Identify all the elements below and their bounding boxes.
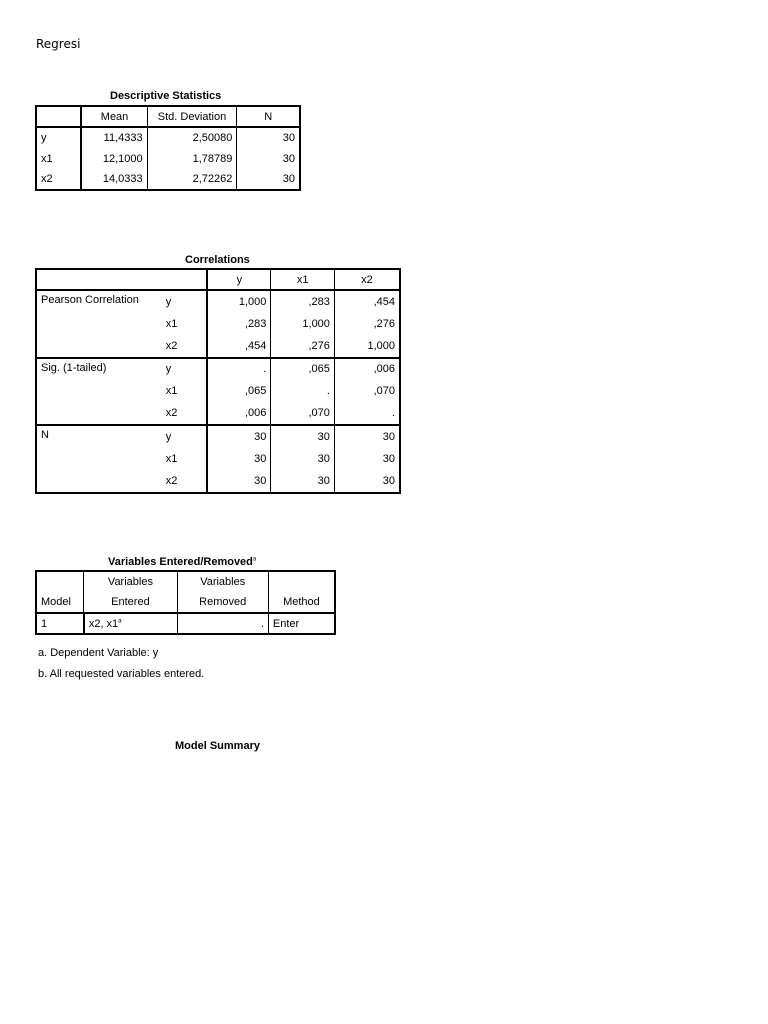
table-cell: ,006 [334,358,400,381]
table-cell: 30 [207,448,271,471]
correlations-caption: Correlations [185,254,250,266]
row-label: x2 [162,470,208,493]
header-cell: Variables [177,571,268,592]
header-cell: y [207,269,271,290]
document-title: Regresi [36,37,81,51]
header-cell: N [237,106,300,127]
row-label: x2 [162,335,208,358]
row-label: x2 [162,403,208,426]
row-label: 1 [36,613,84,634]
row-label: x1 [162,380,208,403]
header-cell: x2 [334,269,400,290]
table-cell: ,283 [207,313,271,336]
table-cell: ,276 [271,335,335,358]
group-label: Pearson Correlation [41,294,139,306]
table-header-row [36,571,335,592]
table-row [36,148,300,169]
model-summary-caption: Model Summary [175,740,260,752]
table-cell: Enter [272,617,300,630]
table-cell: 12,1000 [81,148,147,169]
header-cell: x1 [271,269,335,290]
table-cell: 30 [207,470,271,493]
table-cell: 11,4333 [81,127,147,148]
descriptive-statistics-table [35,105,301,191]
table-cell: 30 [334,425,400,448]
header-cell: Method [268,592,335,613]
table-cell: . [177,613,268,634]
row-label: x1 [36,148,81,169]
row-label: x2 [36,169,81,190]
footnote-marker: a [118,617,122,624]
table-cell: ,006 [207,403,271,426]
table-cell: . [391,407,395,420]
row-label: x1 [162,448,208,471]
table-cell: ,065 [207,380,271,403]
header-cell [268,571,335,592]
table-cell: 30 [282,152,295,165]
variables-entered-removed-caption [108,556,256,568]
table-cell: 2,50080 [147,127,237,148]
table-cell [84,613,177,634]
group-label: Sig. (1-tailed) [36,358,162,426]
table-cell: 1,000 [207,290,271,313]
table-cell: 1,78789 [147,148,237,169]
table-row [36,290,400,313]
header-cell: Mean [81,106,147,127]
header-cell [36,106,81,127]
table-cell: 30 [282,173,295,185]
table-cell: ,276 [373,317,395,330]
table-row [36,358,400,381]
table-cell: 1,000 [271,313,335,336]
header-cell [36,269,207,290]
correlations-table [35,268,401,494]
table-header-row [36,269,400,290]
row-label: x1 [162,313,208,336]
table-cell: ,065 [271,358,335,381]
table-row [36,127,300,148]
header-cell: Variables [84,571,177,592]
table-row [36,169,300,190]
caption-text: Variables Entered/Removed [108,556,253,568]
header-cell: Removed [177,592,268,613]
row-label: y [36,127,81,148]
entered-value: x2, x1 [88,617,119,630]
header-cell [36,571,84,592]
variables-entered-removed-table [35,570,336,635]
table-cell: 2,72262 [147,169,237,190]
table-cell: 30 [382,474,395,487]
table-cell: . [207,358,271,381]
table-header-row [36,592,335,613]
table-cell: ,070 [271,403,335,426]
table-cell: 30 [282,132,295,144]
table-cell: ,283 [271,290,335,313]
table-cell: ,454 [207,335,271,358]
table-cell: ,454 [373,295,395,308]
row-label: y [162,358,208,381]
header-cell: Std. Deviation [147,106,237,127]
table-cell: ,070 [373,385,395,398]
group-label: N [36,425,162,493]
table-header-row [36,106,300,127]
footnote-a: a. Dependent Variable: y [38,647,159,659]
descriptive-statistics-caption: Descriptive Statistics [110,90,222,102]
row-label: y [162,290,208,313]
table-row [36,613,335,634]
table-cell: 30 [207,425,271,448]
table-cell: 30 [382,452,395,465]
header-cell: Entered [84,592,177,613]
header-cell: Model [36,592,84,613]
table-row [36,425,400,448]
table-cell: 30 [271,425,335,448]
table-cell: . [271,380,335,403]
row-label: y [162,425,208,448]
table-cell: 30 [271,448,335,471]
footnote-marker: a [252,556,257,563]
table-cell: 14,0333 [81,169,147,190]
footnote-b: b. All requested variables entered. [38,668,205,680]
table-cell: 1,000 [367,339,395,352]
table-cell: 30 [271,470,335,493]
